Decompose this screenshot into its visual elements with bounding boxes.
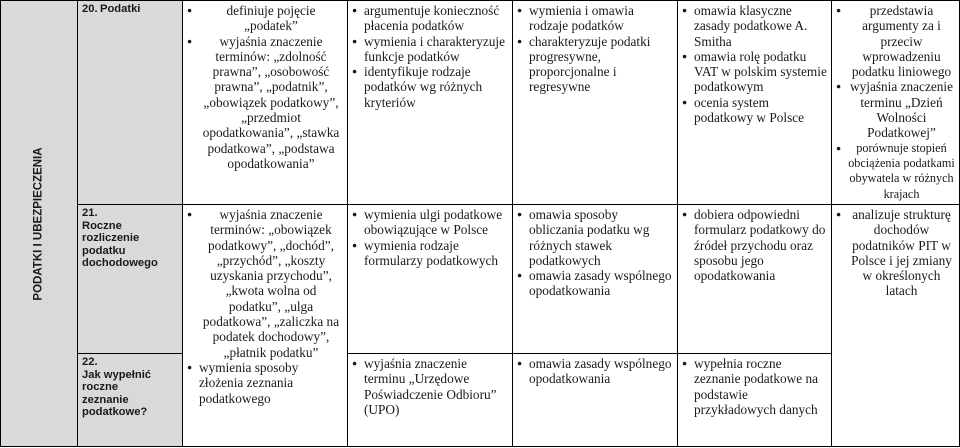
topic-cell [78,354,183,447]
objectives-cell-4 [678,205,832,354]
list-item: ● ocenia system podatkowy w Polsce [682,95,827,126]
objectives-list [836,207,955,299]
list-item: ● omawia klasyczne zasady podatkowe A. Smitha [682,3,827,49]
objectives-cell-1 [183,205,348,447]
topic-cell [78,205,183,354]
objectives-cell-3 [513,1,678,205]
objectives-list [836,3,955,202]
objectives-list [517,356,673,387]
list-item: ● dobiera odpowiedni formularz podatkowy do źródeł przychodu oraz sposobu jego opodatkowania [682,207,827,283]
topic-number: 22. [82,356,98,368]
list-item: ● omawia zasady wspólnego opodatkowania [517,356,673,387]
list-item: ● wyjaśnia znaczenie terminu „Dzień Wolności Podatkowej” [836,79,955,140]
objectives-list [352,356,508,417]
objectives-list [352,3,508,110]
objectives-list [352,207,508,268]
objectives-list [682,3,827,125]
objectives-list [187,207,343,406]
topic-number: 20. [82,3,98,15]
topic-title: Podatki [100,3,141,15]
list-item: ● porównuje stopień obciążenia podatkami obywatela w różnych krajach [836,141,955,202]
objectives-cell-2 [348,1,513,205]
row-topic-22 [1,354,960,447]
list-item: ● przedstawia argumenty za i przeciw wprowadzeniu podatku liniowego [836,3,955,79]
list-item: ● definiuje pojęcie „podatek” [187,3,343,34]
objectives-list [517,3,673,95]
list-item: ● wyjaśnia znaczenie terminu „Urzędowe Poświadczenie Odbioru” (UPO) [352,356,508,417]
list-item: ● wymienia ulgi podatkowe obowiązujące w Polsce [352,207,508,238]
section-cell [1,1,78,447]
list-item: ● charakteryzuje podatki progresywne, proporcjonalne i regresywne [517,34,673,95]
topic-title: Roczne rozliczenie podatku dochodowego [82,219,158,270]
topic-number: 21. [82,207,98,219]
list-item: ● identyfikuje rodzaje podatków wg różnych kryteriów [352,64,508,110]
section-label: PODATKI I UBEZPIECZENIA [32,146,45,301]
topic-title: Jak wypełnić roczne zeznanie podatkowe? [82,368,152,419]
list-item: ● omawia rolę podatku VAT w polskim systemie podatkowym [682,49,827,95]
list-item: ● wypełnia roczne zeznanie podatkowe na podstawie przykładowych danych [682,356,827,417]
list-item: ● wymienia i omawia rodzaje podatków [517,3,673,34]
topic-cell [78,1,183,205]
objectives-cell-5 [832,205,960,447]
objectives-cell-2 [348,354,513,447]
list-item: ● wyjaśnia znaczenie terminów: „zdolność prawna”, „osobowość prawna”, „podatnik”, „obowiązek podatkowy”, „przedmiot opodatkowania”, „stawka podatkowa”, „podstawa opodatkowania” [187,34,343,172]
objectives-list [517,207,673,299]
list-item: ● wymienia i charakteryzuje funkcje podatków [352,34,508,65]
list-item: ● omawia sposoby obliczania podatku wg różnych stawek podatkowych [517,207,673,268]
objectives-cell-1 [183,1,348,205]
list-item: ● omawia zasady wspólnego opodatkowania [517,268,673,299]
objectives-list [682,207,827,283]
list-item: ● wymienia rodzaje formularzy podatkowych [352,238,508,269]
list-item: ● wyjaśnia znaczenie terminów: „obowiązek podatkowy”, „dochód”, „przychód”, „koszty uzyskania przychodu”, „kwota wolna od podatku”, „ulga podatkowa”, „zaliczka na podatek dochodowy”, „płatnik podatku” [187,207,343,360]
objectives-cell-5 [832,1,960,205]
objectives-cell-3 [513,354,678,447]
row-topic-20 [1,1,960,205]
list-item: ● wymienia sposoby złożenia zeznania podatkowego [187,360,343,406]
list-item: ● analizuje strukturę dochodów podatników PIT w Polsce i jej zmiany w określonych latach [836,207,955,299]
objectives-cell-4 [678,354,832,447]
objectives-list [187,3,343,171]
objectives-cell-3 [513,205,678,354]
row-topic-21 [1,205,960,354]
objectives-list [682,356,827,417]
objectives-cell-2 [348,205,513,354]
list-item: ● argumentuje konieczność płacenia podatków [352,3,508,34]
objectives-cell-4 [678,1,832,205]
